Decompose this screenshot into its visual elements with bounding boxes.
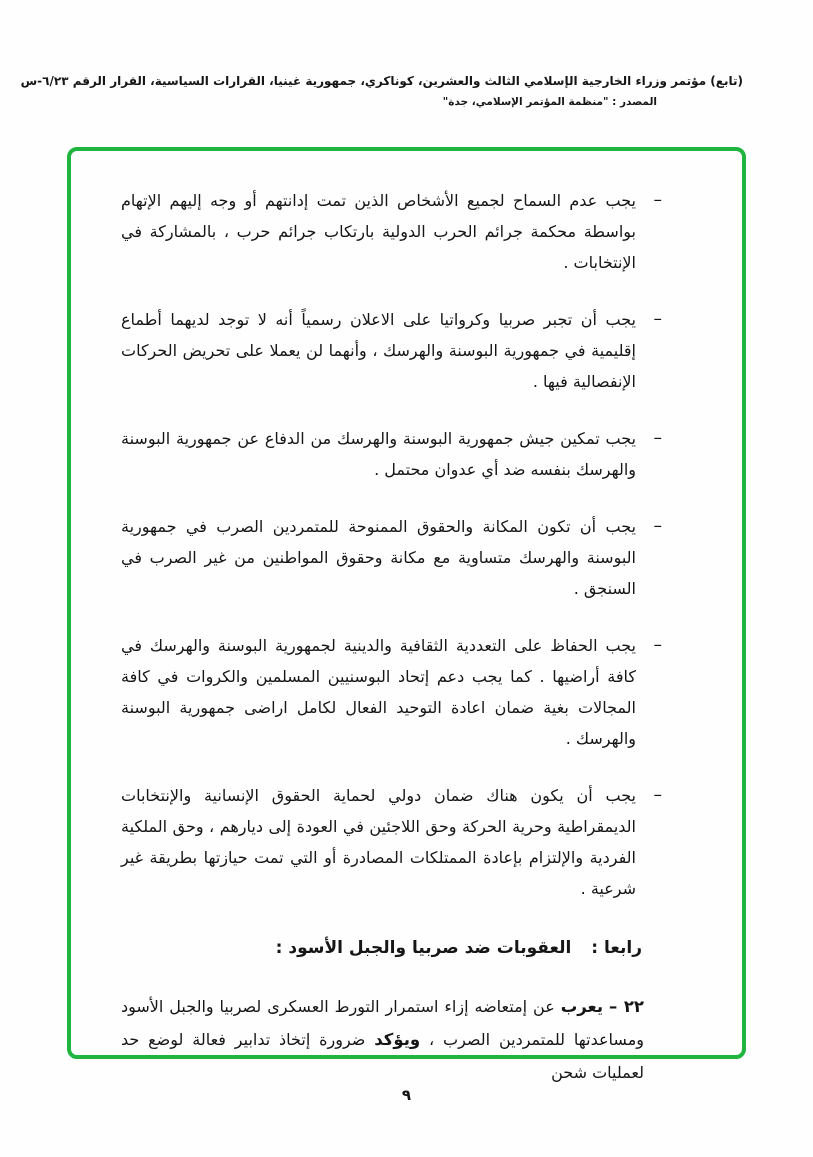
item-number: ٢٢ – <box>609 997 645 1016</box>
green-border-box <box>67 147 746 1082</box>
header-line-2: المصدر : "منظمة المؤتمر الإسلامي، جدة" <box>442 96 657 108</box>
bullet-dash-icon: – <box>653 309 662 329</box>
section-label: رابعا : <box>591 938 642 958</box>
paragraph-text: يجب الحفاظ على التعددية الثقافية والدينية لجمهورية البوسنة والهرسك في كافة أراضيها . كما يجب دعم إتحاد البوسنيين المسلمين والكروات في كافة المجالات بغية ضمان اعادة التوحيد الفعال لكامل اراضى جمهورية البوسنة والهرسك . <box>121 636 636 748</box>
section-title: العقوبات ضد صربيا والجبل الأسود : <box>275 938 572 958</box>
paragraph-text: يجب تمكين جيش جمهورية البوسنة والهرسك من الدفاع عن جمهورية البوسنة والهرسك بنفسه ضد أي عدوان محتمل . <box>121 429 636 479</box>
item-text-1: عن إمتعاضه إزاء استمرار التورط العسكرى لصربيا والجبل الأسود ومساعدتها للمتمردين الصرب ، <box>121 997 644 1049</box>
paragraph-text: يجب أن يكون هناك ضمان دولي لحماية الحقوق الإنسانية والإنتخابات الديمقراطية وحرية الحركة وحق اللاجئين في العودة إلى ديارهم ، وحق الملكية الفردية والإلتزام بإعادة الممتلكات المصادرة أو التي تمت حيازتها بطريقة غير شرعية . <box>121 786 636 898</box>
bullet-dash-icon: – <box>653 516 662 536</box>
item-bold-word-2: ويؤكد <box>374 1030 421 1049</box>
list-item <box>121 630 662 754</box>
item-text-2: ضرورة إتخاذ تدابير فعالة لوضع حد لعمليات شحن <box>121 1030 644 1082</box>
bullet-dash-icon: – <box>653 190 662 210</box>
list-item <box>121 304 662 397</box>
list-item <box>121 423 662 485</box>
list-item <box>121 511 662 604</box>
document-body <box>71 151 742 1089</box>
header-line-1: (تابع) مؤتمر وزراء الخارجية الإسلامي الثالث والعشرين، كوناكري، جمهورية غينيا، القرارات السياسية، القرار الرقم ٦/٢٣-س <box>20 74 743 88</box>
bullet-dash-icon: – <box>653 785 662 805</box>
section-heading <box>121 936 642 960</box>
paragraph-text: يجب أن تجبر صربيا وكرواتيا على الاعلان رسمياً أنه لا توجد لديهما أطماع إقليمية في جمهورية البوسنة والهرسك ، وأنهما لن يعملا على تحريض الحركات الإنفصالية فيها . <box>121 310 636 391</box>
bullet-dash-icon: – <box>653 635 662 655</box>
document-header <box>20 74 743 108</box>
paragraph-text: يجب أن تكون المكانة والحقوق الممنوحة للمتمردين الصرب في جمهورية البوسنة والهرسك متساوية مع مكانة وحقوق المواطنين من غير الصرب في السنجق . <box>121 517 636 598</box>
item-bold-word-1: يعرب <box>560 997 604 1016</box>
paragraph-text: يجب عدم السماح لجميع الأشخاص الذين تمت إدانتهم أو وجه إليهم الإتهام بواسطة محكمة جرائم الحرب الدولية بارتكاب جرائم حرب ، بالمشاركة في الإنتخابات . <box>121 191 636 272</box>
list-item <box>121 780 662 904</box>
page-number: ٩ <box>401 1086 412 1104</box>
bullet-dash-icon: – <box>653 428 662 448</box>
numbered-item-22 <box>121 990 644 1089</box>
list-item <box>121 185 662 278</box>
